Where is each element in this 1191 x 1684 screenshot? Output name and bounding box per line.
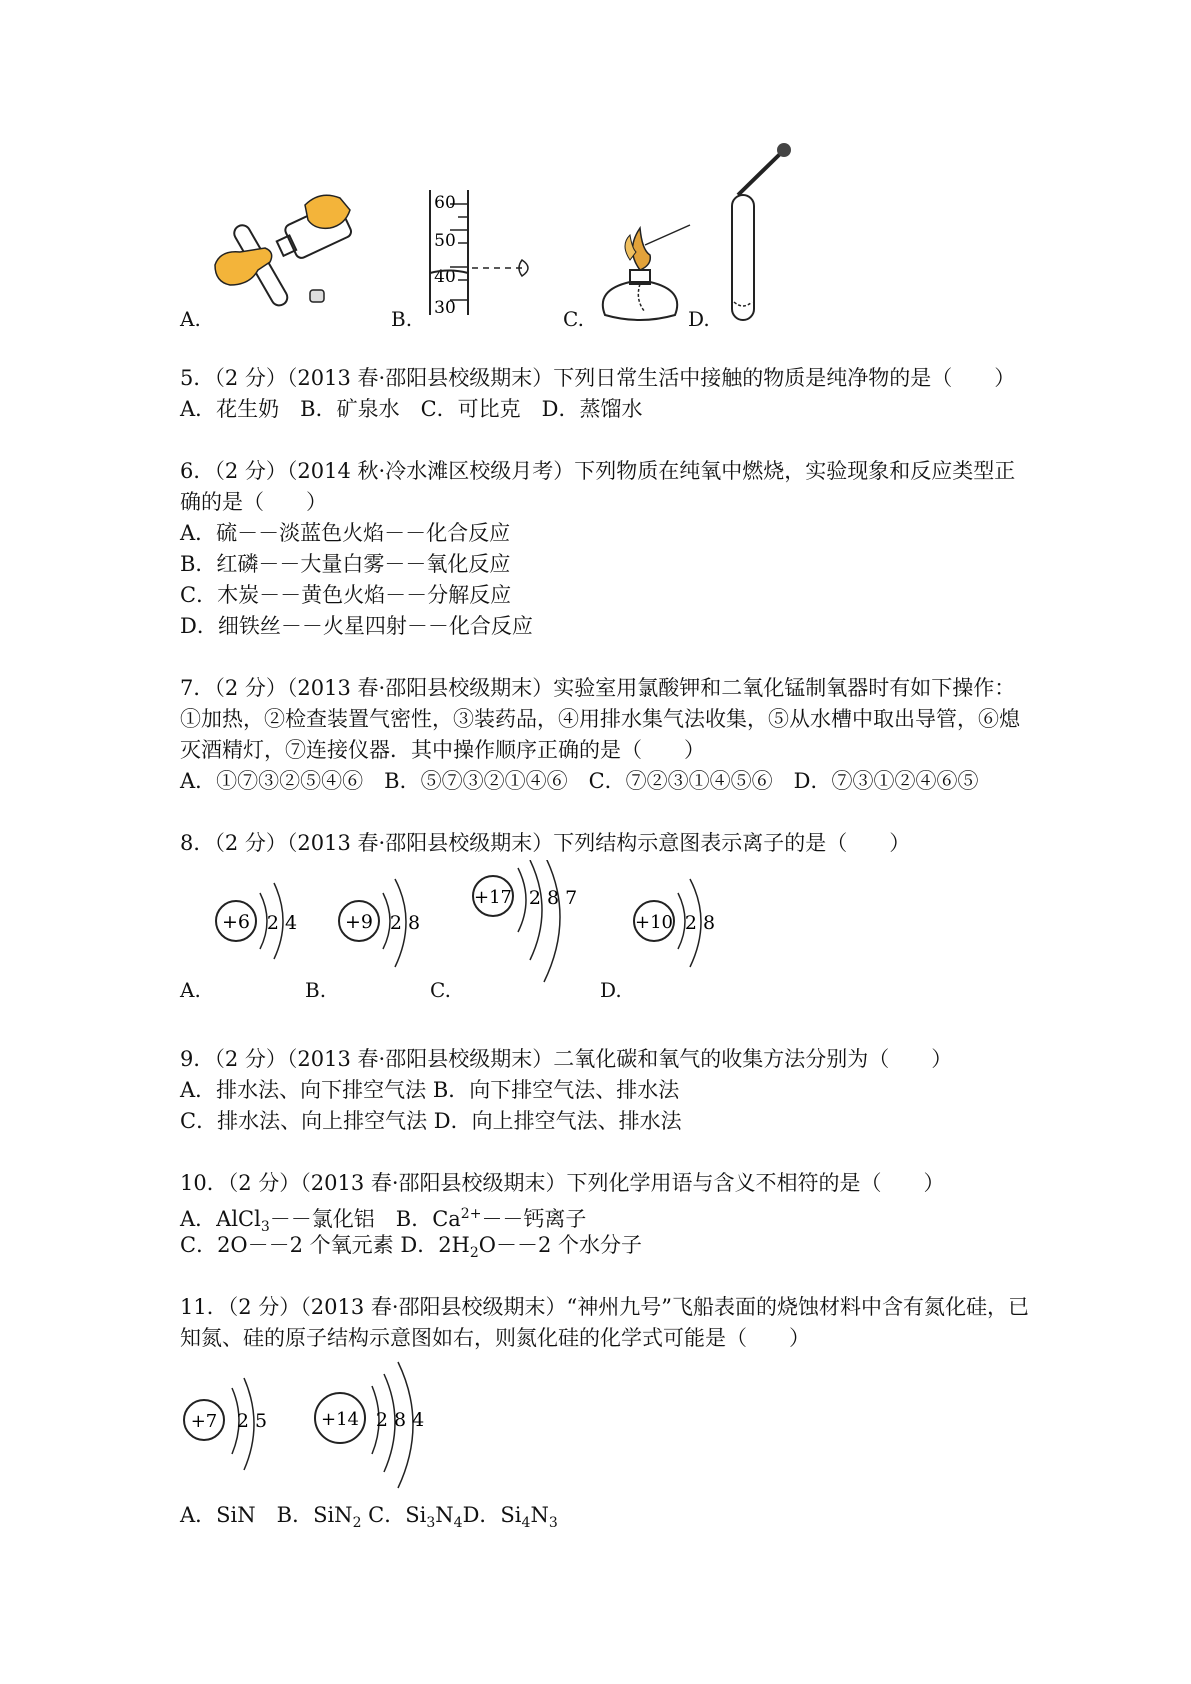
q11-option-ab: A．SiN B．SiN: [180, 1503, 353, 1527]
q9-options-cd: C．排水法、向上排空气法 D．向上排空气法、排水法: [180, 1109, 682, 1133]
q7-options: A．①⑦③②⑤④⑥ B．⑤⑦③②①④⑥ C．⑦②③①④⑤⑥ D．⑦③①②④⑥⑤: [180, 769, 979, 793]
cylinder-tick-50: 50: [434, 231, 456, 251]
q7-stem-line1: 7．（2 分）（2013 春·邵阳县校级期末）实验室用氯酸钾和二氧化锰制氧器时有如下操作：: [180, 676, 1016, 700]
cylinder-tick-40: 40: [434, 267, 456, 287]
flame-icon: [633, 228, 651, 270]
q11-stem-line2: 知氮、硅的原子结构示意图如右，则氮化硅的化学式可能是（ ）: [180, 1326, 810, 1350]
nucleus-charge: +7: [190, 1411, 218, 1432]
silicon-atom-diagram: [310, 1360, 450, 1490]
q4-option-d-label: D.: [688, 307, 710, 331]
q10-options-ab: A．AlCl$_3$－－氯化铝 B．$Ca^{2+}--$钙离子: [180, 1206, 587, 1236]
q5-options: A．花生奶 B．矿泉水 C．可比克 D．蒸馏水: [180, 397, 643, 421]
q11-option-c: C．Si: [361, 1503, 427, 1527]
atom-diagram-c: [468, 860, 608, 990]
cylinder-tick-30: 30: [434, 298, 456, 318]
q9-options-ab: A．排水法、向下排空气法 B．向下排空气法、排水法: [180, 1078, 680, 1102]
nitrogen-atom-diagram: [180, 1372, 280, 1482]
q7-stem-line3: 灭酒精灯，⑦连接仪器．其中操作顺序正确的是（ ）: [180, 738, 705, 762]
nucleus-charge: +17: [474, 887, 512, 908]
q6-stem-line1: 6．（2 分）（2014 秋·冷水滩区校级月考）下列物质在纯氧中燃烧，实验现象和反应类型正: [180, 459, 1016, 483]
q6-option-b: B．红磷－－大量白雾－－氧化反应: [180, 552, 511, 576]
nucleus-charge: +9: [344, 911, 374, 933]
dropper-test-tube-figure: [720, 140, 810, 330]
nucleus-charge: +10: [635, 912, 673, 933]
nucleus-charge: +6: [221, 911, 251, 933]
q11-options: A．SiN B．SiN$_2$ C．$Si_3N_4D$．$Si_4N_3$: [180, 1503, 558, 1532]
q10-options-cd: C．2O－－2 个氧元素 D．$2H_2O--2$ 个水分子: [180, 1233, 643, 1262]
q9-stem: 9．（2 分）（2013 春·邵阳县校级期末）二氧化碳和氧气的收集方法分别为（ ）: [180, 1047, 953, 1071]
q11-stem-line1: 11．（2 分）（2013 春·邵阳县校级期末）“神州九号”飞船表面的烧蚀材料中含有氮化硅，已: [180, 1295, 1030, 1319]
q6-option-a: A．硫－－淡蓝色火焰－－化合反应: [180, 521, 511, 545]
q10-option-b: －－钙离子: [481, 1207, 587, 1231]
q4-option-c-label: C.: [563, 307, 584, 331]
nucleus-charge: +14: [321, 1409, 359, 1430]
atom-diagram-d: [630, 875, 730, 975]
q10-option-d: O－－2 个水分子: [478, 1233, 643, 1257]
q11-option-d: D．Si: [462, 1503, 522, 1527]
q5-stem: 5．（2 分）（2013 春·邵阳县校级期末）下列日常生活中接触的物质是纯净物的是（ ）: [180, 366, 1016, 390]
pouring-liquid-figure: [210, 190, 360, 330]
q4-option-b-label: B.: [391, 307, 413, 331]
atom-diagram-a: [212, 875, 312, 965]
q8-stem: 8．（2 分）（2013 春·邵阳县校级期末）下列结构示意图表示离子的是（ ）: [180, 831, 911, 855]
electron-shells: 2 8 7: [528, 887, 578, 909]
q8-option-b-label: B.: [305, 978, 327, 1002]
q6-stem-line2: 确的是（ ）: [180, 490, 327, 514]
q8-option-d-label: D.: [600, 978, 622, 1002]
electron-shells: 2 8: [684, 912, 716, 934]
electron-shells: 2 8: [389, 912, 421, 934]
q10-option-c: C．2O－－2 个氧元素 D．2H: [180, 1233, 470, 1257]
graduated-cylinder-figure: [410, 190, 550, 320]
electron-shells: 2 4: [266, 912, 298, 934]
q7-stem-line2: ①加热，②检查装置气密性，③装药品，④用排水集气法收集，⑤从水槽中取出导管，⑥熄: [180, 707, 1020, 731]
cylinder-tick-60: 60: [434, 193, 456, 213]
alcohol-lamp-figure: [590, 220, 700, 330]
q6-option-d: D．细铁丝－－火星四射－－化合反应: [180, 614, 533, 638]
q6-option-c: C．木炭－－黄色火焰－－分解反应: [180, 583, 512, 607]
q8-option-a-label: A.: [180, 978, 201, 1002]
electron-shells: 2 5: [236, 1410, 268, 1432]
atom-diagram-b: [335, 875, 435, 975]
electron-shells: 2 8 4: [375, 1409, 425, 1431]
q4-option-a-label: A.: [180, 307, 201, 331]
q10-option-a: A．AlCl: [180, 1207, 261, 1231]
q10-stem: 10．（2 分）（2013 春·邵阳县校级期末）下列化学用语与含义不相符的是（ ）: [180, 1171, 945, 1195]
q8-option-c-label: C.: [430, 978, 451, 1002]
